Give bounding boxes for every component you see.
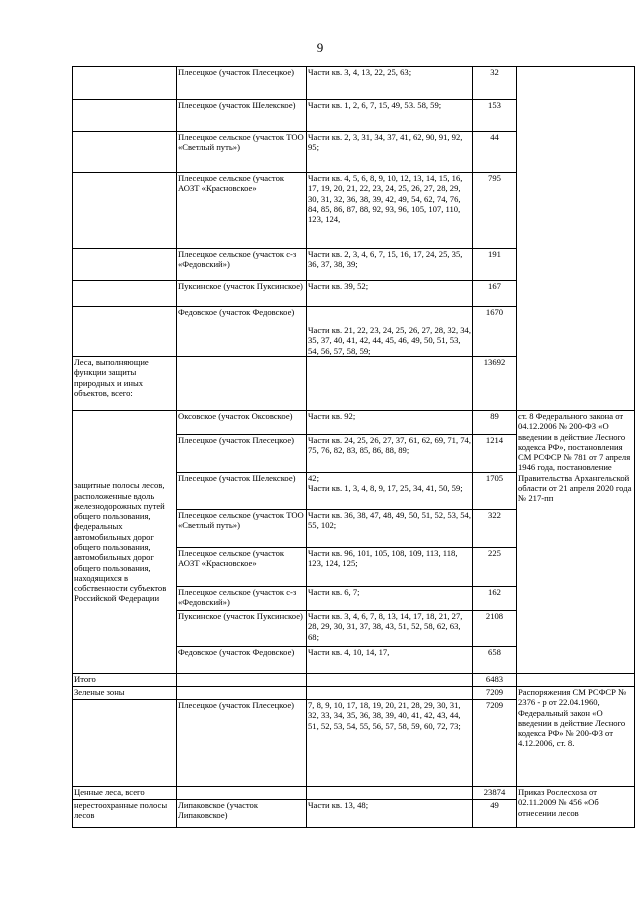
district-cell: Пуксинское (участок Пуксинское) (177, 281, 307, 307)
category-cell (73, 700, 177, 787)
quarters-cell: Части кв. 96, 101, 105, 108, 109, 113, 118, 123, 124, 125; (307, 548, 473, 587)
category-cell (73, 307, 177, 357)
basis-cell: Распоряжения СМ РСФСР № 2376 - р от 22.04.1960, Федеральный закон «О введении в действие Лесного кодекса РФ» № 200-ФЗ от 4.12.2006, ст. 8. (517, 687, 635, 787)
quarters-cell: Части кв. 1, 2, 6, 7, 15, 49, 53. 58, 59; (307, 100, 473, 132)
district-cell: Плесецкое сельское (участок с-з «Федовский») (177, 249, 307, 281)
district-cell: Плесецкое (участок Плесецкое) (177, 67, 307, 100)
category-cell: Итого (73, 674, 177, 687)
district-cell: Федовское (участок Федовское) (177, 647, 307, 674)
area-cell: 23874 (473, 787, 517, 800)
district-cell: Плесецкое сельское (участок ТОО «Светлый путь») (177, 510, 307, 548)
district-cell (177, 687, 307, 700)
district-cell (177, 357, 307, 411)
category-cell: нерестоохранные полосы лесов (73, 800, 177, 828)
area-cell: 32 (473, 67, 517, 100)
area-cell: 1670 (473, 307, 517, 357)
forest-category-table (72, 66, 635, 828)
quarters-cell: Части кв. 36, 38, 47, 48, 49, 50, 51, 52, 53, 54, 55, 102; (307, 510, 473, 548)
page-number: 9 (316, 40, 324, 55)
area-cell: 89 (473, 411, 517, 435)
quarters-cell: Части кв. 3, 4, 6, 7, 8, 13, 14, 17, 18, 21, 27, 28, 29, 30, 31, 37, 38, 43, 51, 52, 58, 62, 63, 68; (307, 611, 473, 647)
area-cell: 322 (473, 510, 517, 548)
district-cell (177, 674, 307, 687)
district-cell: Плесецкое сельское (участок АОЗТ «Красновское» (177, 548, 307, 587)
quarters-cell: Части кв. 92; (307, 411, 473, 435)
table-row (73, 411, 635, 435)
district-cell: Пуксинское (участок Пуксинское) (177, 611, 307, 647)
basis-cell (517, 67, 635, 411)
category-cell (73, 249, 177, 281)
area-cell: 7209 (473, 700, 517, 787)
table-row (73, 687, 635, 700)
quarters-cell (307, 687, 473, 700)
category-cell: Ценные леса, всего (73, 787, 177, 800)
area-cell: 6483 (473, 674, 517, 687)
quarters-cell: Части кв. 3, 4, 13, 22, 25, 63; (307, 67, 473, 100)
category-cell (73, 132, 177, 173)
area-cell: 44 (473, 132, 517, 173)
area-cell: 1214 (473, 435, 517, 473)
area-cell: 2108 (473, 611, 517, 647)
district-cell: Липаковское (участок Липаковское) (177, 800, 307, 828)
quarters-cell: Части кв. 4, 10, 14, 17, (307, 647, 473, 674)
quarters-cell: Части кв. 4, 5, 6, 8, 9, 10, 12, 13, 14, 15, 16, 17, 19, 20, 21, 22, 23, 24, 25, 26, 27, 28, 29, 30, 31, 32, 36, 38, 39, 42, 49, 54, 62, 74, 76, 84, 85, 86, 87, 88, 92, 93, 96, 105, 107, 110, 123, 124, (307, 173, 473, 249)
area-cell: 7209 (473, 687, 517, 700)
quarters-cell (307, 357, 473, 411)
basis-cell: Приказ Рослесхоза от 02.11.2009 № 456 «Об отнесении лесов (517, 787, 635, 828)
table-row (73, 787, 635, 800)
district-cell: Федовское (участок Федовское) (177, 307, 307, 357)
area-cell: 49 (473, 800, 517, 828)
quarters-cell: Части кв. 39, 52; (307, 281, 473, 307)
district-cell: Плесецкое (участок Шелекское) (177, 473, 307, 510)
basis-cell (517, 674, 635, 687)
table-row (73, 67, 635, 100)
district-cell (177, 787, 307, 800)
district-cell: Плесецкое сельское (участок АОЗТ «Красновское» (177, 173, 307, 249)
area-cell: 191 (473, 249, 517, 281)
category-cell: защитные полосы лесов, расположенные вдоль железнодорожных путей общего пользования, федеральных автомобильных дорог общего пользования, автомобильных дорог общего пользования, находящихся в собственности субъектов Российской Федерации (73, 411, 177, 674)
area-cell: 658 (473, 647, 517, 674)
category-cell (73, 100, 177, 132)
district-cell: Плесецкое сельское (участок ТОО «Светлый путь») (177, 132, 307, 173)
category-cell: Зеленые зоны (73, 687, 177, 700)
basis-cell: ст. 8 Федерального закона от 04.12.2006 № 200-ФЗ «О введении в действие Лесного кодекса РФ», постановления СМ РСФСР № 781 от 7 апреля 1946 года, постановление Правительства Архангельской области от 21 апреля 2020 года № 217-пп (517, 411, 635, 674)
quarters-text: 42; Части кв. 1, 3, 4, 8, 9, 17, 25, 34, 41, 50, 59; (308, 473, 463, 494)
quarters-cell: Части кв. 21, 22, 23, 24, 25, 26, 27, 28, 32, 34, 35, 37, 40, 41, 42, 44, 45, 46, 49, 50, 51, 53, 54, 56, 57, 58, 59; (307, 307, 473, 357)
area-cell: 1705 (473, 473, 517, 510)
district-cell: Оксовское (участок Оксовское) (177, 411, 307, 435)
quarters-cell: Части кв. 2, 3, 31, 34, 37, 41, 62, 90, 91, 92, 95; (307, 132, 473, 173)
category-cell (73, 67, 177, 100)
area-cell: 13692 (473, 357, 517, 411)
category-cell (73, 281, 177, 307)
quarters-cell: Части кв. 13, 48; (307, 800, 473, 828)
area-cell: 795 (473, 173, 517, 249)
table-row (73, 674, 635, 687)
category-cell: Леса, выполняющие функции защиты природных и иных объектов, всего: (73, 357, 177, 411)
district-cell: Плесецкое (участок Плесецкое) (177, 700, 307, 787)
district-cell: Плесецкое (участок Плесецкое) (177, 435, 307, 473)
quarters-cell (307, 674, 473, 687)
quarters-cell (307, 787, 473, 800)
area-cell: 167 (473, 281, 517, 307)
quarters-cell: 7, 8, 9, 10, 17, 18, 19, 20, 21, 28, 29, 30, 31, 32, 33, 34, 35, 36, 38, 39, 40, 41, 42, 43, 44, 51, 52, 53, 54, 55, 56, 57, 58, 59, 60, 72, 73; (307, 700, 473, 787)
quarters-cell: Части кв. 24, 25, 26, 27, 37, 61, 62, 69, 71, 74, 75, 76, 82, 83, 85, 86, 88, 89; (307, 435, 473, 473)
area-cell: 162 (473, 587, 517, 611)
district-cell: Плесецкое сельское (участок с-з «Федовский») (177, 587, 307, 611)
district-cell: Плесецкое (участок Шелекское) (177, 100, 307, 132)
area-cell: 225 (473, 548, 517, 587)
quarters-cell: Части кв. 2, 3, 4, 6, 7, 15, 16, 17, 24, 25, 35, 36, 37, 38, 39; (307, 249, 473, 281)
quarters-cell (307, 473, 473, 510)
category-cell (73, 173, 177, 249)
quarters-cell: Части кв. 6, 7; (307, 587, 473, 611)
area-cell: 153 (473, 100, 517, 132)
